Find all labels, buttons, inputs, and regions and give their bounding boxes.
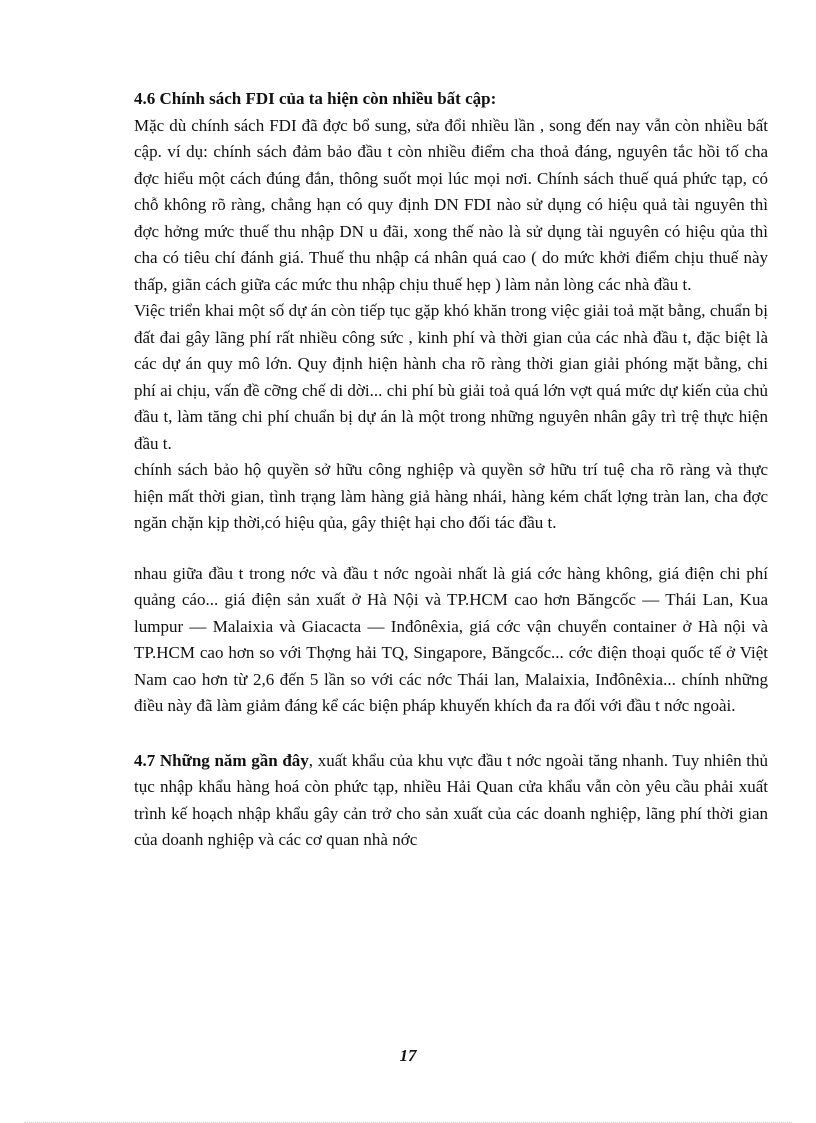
paragraph-gap <box>134 537 768 561</box>
page-number: 17 <box>399 1046 417 1065</box>
section-heading-4-6: 4.6 Chính sách FDI của ta hiện còn nhiều bất cập: <box>134 89 497 108</box>
section-4-7-text: , xuất khẩu của khu vực đầu t nớc ngoài tăng nhanh. Tuy nhiên thủ tục nhập khẩu hàng hoá còn phức tạp, nhiều Hải Quan cửa khẩu vẫn còn yêu cầu phải xuất trình kế hoạch nhập khẩu gây cản trở cho sản xuất của các doanh nghiệp, lãng phí thời gian của doanh nghiệp và các cơ quan nhà nớc <box>134 750 768 849</box>
paragraph-fdi-policy: Mặc dù chính sách FDI đã đợc bổ sung, sửa đổi nhiều lần , song đến nay vẫn còn nhiều bất cập. ví dụ: chính sách đảm bảo đầu t còn nhiều điểm cha thoả đáng, nguyên tắc hồi tố cha đợc hiểu một cách đúng đắn, thông suốt mọi lúc mọi nơi. Chính sách thuế quá phức tạp, có chỗ không rõ ràng, chẳng hạn có quy định DN FDI nào sử dụng có hiệu quả tài nguyên thì đợc hởng mức thuế thu nhập DN u đãi, xong thế nào là sử dụng tài nguyên có hiệu qủa thì cha có tiêu chí đánh giá. Thuế thu nhập cá nhân quá cao ( do mức khởi điểm chịu thuế này thấp, giãn cách giữa các mức thu nhập chịu thuế hẹp ) làm nản lòng các nhà đầu t. <box>134 115 768 294</box>
paragraph-export-section <box>134 748 768 854</box>
page-body <box>134 86 768 854</box>
section-heading-4-7: 4.7 Những năm gần đây <box>134 750 309 770</box>
paragraph-gap <box>134 720 768 748</box>
paragraph-intellectual-property: chính sách bảo hộ quyền sở hữu công nghiệp và quyền sở hữu trí tuệ cha rõ ràng và thực hiện mất thời gian, tình trạng làm hàng giả hàng nhái, hàng kém chất lợng tràn lan, cha đợc ngăn chặn kịp thời,có hiệu qủa, gây thiệt hại cho đối tác đầu t. <box>134 460 768 532</box>
paragraph-cost-comparison: nhau giữa đầu t trong nớc và đầu t nớc ngoài nhất là giá cớc hàng không, giá điện chi phí quảng cáo... giá điện sản xuất ở Hà Nội và TP.HCM cao hơn Băngcốc — Thái Lan, Kua lumpur — Malaixia và Giacacta — Inđônêxia, giá cớc vận chuyển container ở Hà nội và TP.HCM cao hơn so với Thợng hải TQ, Singapore, Băngcốc... cớc điện thoại quốc tế ở Việt Nam cao hơn từ 2,6 đến 5 lần so với các nớc Thái lan, Malaixia, Inđônêxia... chính những điều này đã làm giảm đáng kể các biện pháp khuyến khích đa ra đối với đầu t nớc ngoài. <box>134 563 768 715</box>
paragraph-project-deployment: Việc triển khai một số dự án còn tiếp tục gặp khó khăn trong việc giải toả mặt bằng, chuẩn bị đất đai gây lãng phí rất nhiều công sức , kinh phí và thời gian của các nhà đầu t, đặc biệt là các dự án quy mô lớn. Quy định hiện hành cha rõ ràng thời gian giải phóng mặt bằng, chi phí ai chịu, vấn đề cỡng chế di dời... chi phí bù giải toả quá lớn vợt quá mức dự kiến của chủ đầu t, làm tăng chi phí chuẩn bị dự án là một trong những nguyên nhân gây trì trệ thực hiện đầu t. <box>134 301 768 453</box>
